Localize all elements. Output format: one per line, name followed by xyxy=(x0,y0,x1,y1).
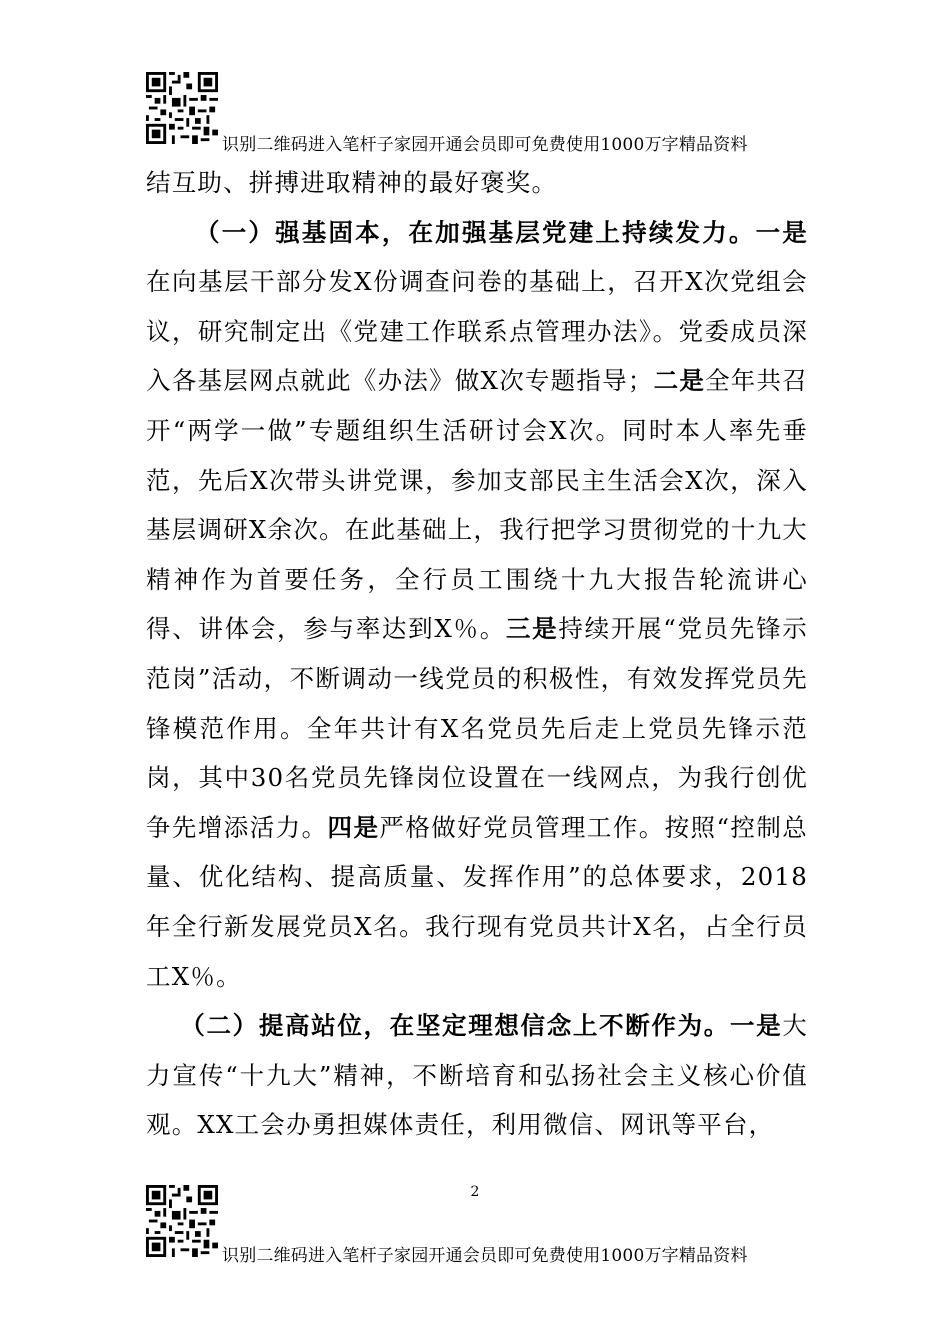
list-marker: 一是 xyxy=(755,217,808,247)
paragraph-text: 在向基层干部分发X份调查问卷的基础上，召开X次党组会议，研究制定出《党建工作联系点管理办法》。党委成员深入各基层网点就此《办法》做X次专题指导； xyxy=(146,267,808,396)
paragraph-text: 全年共召开“两学一做”专题组织生活研讨会X次。同时本人率先垂范，先后X次带头讲党课，参加支部民主生活会X次，深入基层调研X余次。在此基础上，我行把学习贯彻党的十九大精神作为首要任务，全行员工围绕十九大报告轮流讲心得、讲体会，参与率达到X％。 xyxy=(146,366,808,644)
paragraph: 结互助、拼搏进取精神的最好褒奖。 xyxy=(146,168,558,197)
section-heading: （二）提高站位，在坚定理想信念上不断作为。 xyxy=(180,1011,730,1041)
list-marker: 二是 xyxy=(653,366,706,396)
paragraph-text: 持续开展“党员先锋示范岗”活动，不断调动一线党员的积极性，有效发挥党员先锋模范作用。全年共计有X名党员先后走上党员先锋示范岗，其中30名党员先锋岗位设置在一线网点，为我行创优争先增添活力。 xyxy=(146,614,808,842)
paragraph-text: 大力宣传“十九大”精神，不断培育和弘扬社会主义核心价值观。XX工会办勇担媒体责任，利用微信、网讯等平台， xyxy=(146,1011,809,1140)
page-number: 2 xyxy=(470,1184,480,1200)
qr-code-icon xyxy=(146,1185,218,1257)
list-marker: 一是 xyxy=(729,1011,783,1041)
promo-banner: 识别二维码进入笔杆子家园开通会员即可免费使用1000万字精品资料 xyxy=(222,135,748,155)
paragraph-text: 严格做好党员管理工作。按照“控制总量、优化结构、提高质量、发挥作用”的总体要求，2018年全行新发展党员X名。我行现有党员共计X名，占全行员工X％。 xyxy=(146,812,808,991)
paragraph xyxy=(146,1001,808,1150)
paragraph xyxy=(146,208,808,1002)
promo-banner: 识别二维码进入笔杆子家园开通会员即可免费使用1000万字精品资料 xyxy=(222,1246,748,1266)
qr-code-icon xyxy=(146,72,218,144)
document-body xyxy=(146,158,808,1150)
list-marker: 四是 xyxy=(327,812,380,842)
list-marker: 三是 xyxy=(505,614,559,644)
section-heading: （一）强基固本，在加强基层党建上持续发力。 xyxy=(195,217,756,247)
